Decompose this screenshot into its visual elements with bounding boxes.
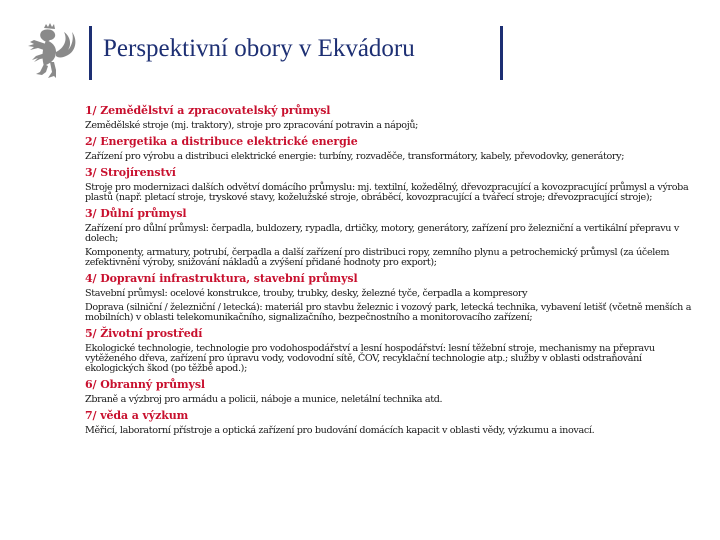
section-transport [85, 272, 695, 323]
section-text: Stroje pro modernizaci dalších odvětví domácího průmyslu: mj. textilní, kožedělný, dřevozpracující a kovozpracující průmysl a výroba plastů (např. pletací stroje, tryskové stavy, koželužské stroje, obráběcí, kovozpracující a tvářecí stroje; dřevozpracující stroje); [85, 182, 689, 203]
section-heading: 7/ věda a výzkum [85, 409, 189, 422]
section-environment [85, 327, 695, 374]
section-text: Zařízení pro důlní průmysl: čerpadla, buldozery, rypadla, drtičky, motory, generátory, zařízení pro železniční a vertikální přepravu v dolech; [85, 223, 679, 244]
header-divider-left [89, 26, 92, 80]
page-title: Perspektivní obory v Ekvádoru [103, 35, 415, 62]
section-energy [85, 135, 695, 162]
section-engineering [85, 166, 695, 203]
section-text: Zemědělské stroje (mj. traktory), stroje pro zpracování potravin a nápojů; [85, 120, 419, 131]
sectors-list [85, 104, 695, 440]
section-heading: 3/ Důlní průmysl [85, 207, 187, 220]
section-text: Zařízení pro výrobu a distribuci elektrické energie: turbíny, rozvaděče, transformátory, kabely, převodovky, generátory; [85, 151, 625, 162]
section-defense [85, 378, 695, 405]
section-mining [85, 207, 695, 268]
section-heading: 6/ Obranný průmysl [85, 378, 206, 391]
header-divider-right [500, 26, 503, 80]
section-heading: 1/ Zemědělství a zpracovatelský průmysl [85, 104, 331, 117]
section-science [85, 409, 695, 436]
section-heading: 3/ Strojírenství [85, 166, 176, 179]
section-text: Zbraně a výzbroj pro armádu a policii, náboje a munice, neletální technika atd. [85, 394, 443, 405]
section-text: Komponenty, armatury, potrubí, čerpadla a další zařízení pro distribuci ropy, zemního plynu a petrochemický průmysl (za účelem zefektivnění výroby, snižování nákladů a zvýšení přidané hodnoty pro export); [85, 247, 670, 268]
section-text: Měřicí, laboratorní přístroje a optická zařízení pro budování domácích kapacit v oblasti vědy, výzkumu a inovací. [85, 425, 595, 436]
section-heading: 2/ Energetika a distribuce elektrické energie [85, 135, 358, 148]
section-text: Doprava (silniční / železniční / letecká): materiál pro stavbu železnic i vozový park, letecká technika, vybavení letišť (včetně menších a mobilních) v oblasti telekomunikačního, signalizačního, bezpečnostního a monitorovacího zařízení; [85, 302, 692, 323]
section-heading: 5/ Životní prostředí [85, 327, 203, 340]
section-text: Ekologické technologie, technologie pro vodohospodářství a lesní hospodářství: lesní těžební stroje, mechanismy na přepravu vytěženého dřeva, zařízení pro úpravu vody, vodovodní sítě, ČOV, recyklační technologie atp.; služby v oblasti odstraňování ekologických škod (po těžbě apod.); [85, 343, 655, 374]
czech-lion-icon [22, 22, 82, 82]
section-text: Stavební průmysl: ocelové konstrukce, trouby, trubky, desky, železné tyče, čerpadla a kompresory [85, 288, 528, 299]
section-agriculture [85, 104, 695, 131]
section-heading: 4/ Dopravní infrastruktura, stavební průmysl [85, 272, 358, 285]
